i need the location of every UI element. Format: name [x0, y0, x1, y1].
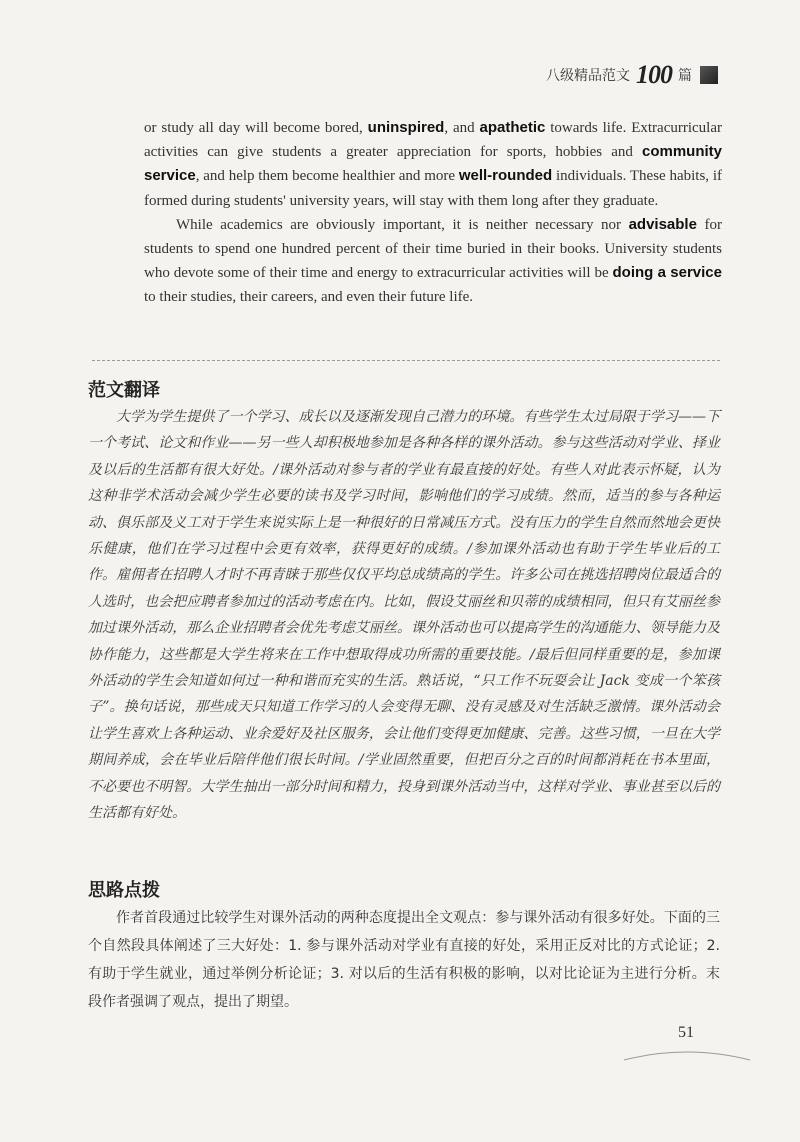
analysis-title: 思路点拨 [88, 880, 160, 901]
header-square-icon [700, 66, 718, 84]
key-term: apathetic [479, 119, 546, 136]
english-essay [144, 116, 722, 310]
translation-title: 范文翻译 [88, 380, 160, 401]
key-term: community service [144, 143, 722, 185]
translation-text: 大学为学生提供了一个学习、成长以及逐渐发现自己潜力的环境。有些学生太过局限于学习——下一个考试、论文和作业——另一些人却积极地参加是各种各样的课外活动。参与这些活动对学业、择业及以后的生活都有很大好处。/课外活动对参与者的学业有最直接的好处。有些人对此表示怀疑，认为这种非学术活动会减少学生必要的读书及学习时间，影响他们的学习成绩。然而，适当的参与各种运动、俱乐部及义工对于学生来说实际上是一种很好的日常减压方式。没有压力的学生自然而然地会更快乐健康，他们在学习过程中会更有效率，获得更好的成绩。/参加课外活动也有助于学生毕业后的工作。雇佣者在招聘人才时不再青睐于那些仅仅平均总成绩高的学生。许多公司在挑选招聘岗位最适合的人选时，也会把应聘者参加过的活动考虑在内。比如，假设艾丽丝和贝蒂的成绩相同，但只有艾丽丝参加过课外活动，那么企业招聘者会优先考虑艾丽丝。课外活动也可以提高学生的沟通能力、领导能力及协作能力，这些都是大学生将来在工作中想取得成功所需的重要技能。/最后但同样重要的是，参加课外活动的学生会知道如何过一种和谐而充实的生活。熟话说，“只工作不玩耍会让 Jack 变成一个笨孩子”。换句话说，那些成天只知道工作学习的人会变得无聊、没有灵感及对生活缺乏激情。课外活动会让学生喜欢上各种运动、业余爱好及社区服务，会让他们变得更加健康、完善。这些习惯，一旦在大学期间养成，会在毕业后陪伴他们很长时间。/学业固然重要，但把百分之百的时间都消耗在书本里面，不必要也不明智。大学生抽出一部分时间和精力，投身到课外活动当中，这样对学业、事业甚至以后的生活都有好处。 [88, 409, 720, 822]
english-paragraph-2 [144, 213, 722, 310]
text-run: individuals. These habits, if formed during students' university years, will stay with them long after they graduate. [144, 168, 722, 209]
text-run: or study all day will become bored, [144, 120, 368, 136]
key-term: well-rounded [458, 167, 553, 185]
text-run: towards life. Extracurricular activities can give students a greater appreciation for sports, hobbies and [144, 120, 722, 161]
key-term: advisable [628, 215, 697, 233]
section-divider [92, 360, 720, 361]
analysis-text: 作者首段通过比较学生对课外活动的两种态度提出全文观点：参与课外活动有很多好处。下面的三个自然段具体阐述了三大好处：1. 参与课外活动对学业有直接的好处，采用正反对比的方式论证；2. 有助于学生就业，通过举例分析论证；3. 对以后的生活有积极的影响，以对比论证为主进行分析。末段作者强调了观点，提出了期望。 [88, 910, 720, 1010]
header-count: 100 [636, 60, 672, 89]
header-series: 八级精品范文 [546, 68, 630, 84]
text-run: , and [444, 120, 480, 136]
key-term: doing a service [612, 264, 722, 282]
running-header [546, 62, 718, 88]
page-number: 51 [678, 1024, 694, 1041]
english-paragraph-1 [144, 116, 722, 213]
page-number-arc-decoration [622, 1044, 752, 1064]
text-run: for students to spend one hundred percent of their time buried in their books. University students who devote some of their time and energy to extracurricular activities will be [144, 216, 722, 282]
text-run: While academics are obviously important, it is neither necessary nor [176, 216, 629, 233]
text-run: , and help them become healthier and more [195, 168, 459, 185]
key-term: uninspired [367, 119, 445, 136]
header-unit: 篇 [678, 68, 692, 84]
text-run: to their studies, their careers, and even their future life. [144, 289, 474, 306]
